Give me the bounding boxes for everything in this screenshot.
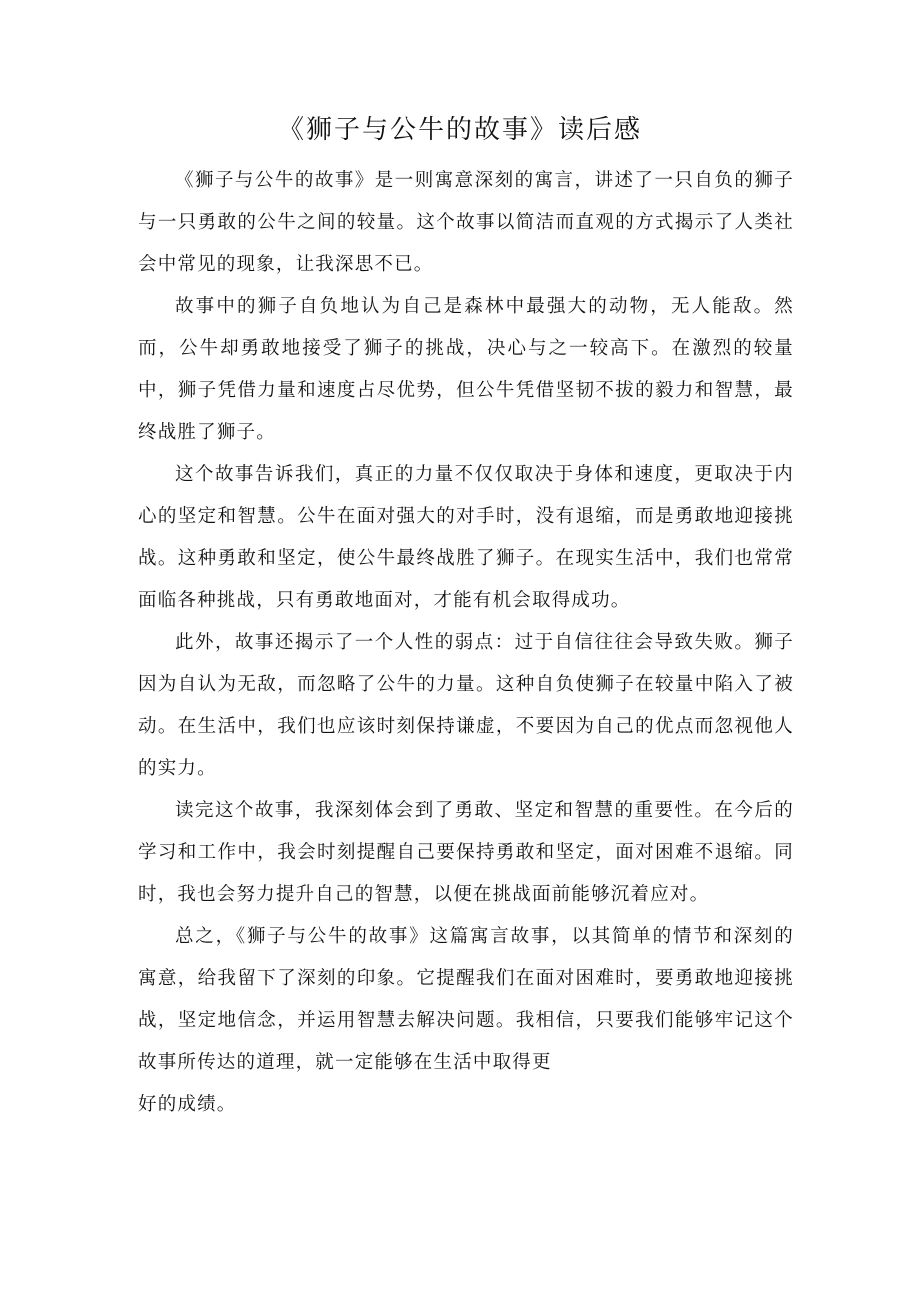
paragraph-6-tail: 好的成绩。 [138,1094,237,1115]
paragraph-4: 此外，故事还揭示了一个人性的弱点：过于自信往往会导致失败。狮子因为自认为无敌，而忽略了公牛的力量。这种自负使狮子在较量中陷入了被动。在生活中，我们也应该时刻保持谦虚，不要因为自己的优点而忽视他人的实力。 [138,632,794,779]
document-title: 《狮子与公牛的故事》读后感 [277,115,642,145]
paragraph-1: 《狮子与公牛的故事》是一则寓意深刻的寓言，讲述了一只自负的狮子与一只勇敢的公牛之间的较量。这个故事以简洁而直观的方式揭示了人类社会中常见的现象，让我深思不已。 [138,170,794,275]
paragraph-2: 故事中的狮子自负地认为自己是森林中最强大的动物，无人能敌。然而，公牛却勇敢地接受了狮子的挑战，决心与之一较高下。在激烈的较量中，狮子凭借力量和速度占尽优势，但公牛凭借坚韧不拔的毅力和智慧，最终战胜了狮子。 [138,296,794,443]
paragraph-3: 这个故事告诉我们，真正的力量不仅仅取决于身体和速度，更取决于内心的坚定和智慧。公牛在面对强大的对手时，没有退缩，而是勇敢地迎接挑战。这种勇敢和坚定，使公牛最终战胜了狮子。在现实生活中，我们也常常面临各种挑战，只有勇敢地面对，才能有机会取得成功。 [138,464,794,611]
paragraph-6: 总之，《狮子与公牛的故事》这篇寓言故事，以其简单的情节和深刻的寓意，给我留下了深刻的印象。它提醒我们在面对困难时，要勇敢地迎接挑战，坚定地信念，并运用智慧去解决问题。我相信，只要我们能够牢记这个故事所传达的道理，就一定能够在生活中取得更 [138,926,794,1073]
document-body [138,160,794,1126]
paragraph-5: 读完这个故事，我深刻体会到了勇敢、坚定和智慧的重要性。在今后的学习和工作中，我会时刻提醒自己要保持勇敢和坚定，面对困难不退缩。同时，我也会努力提升自己的智慧，以便在挑战面前能够沉着应对。 [138,800,794,905]
